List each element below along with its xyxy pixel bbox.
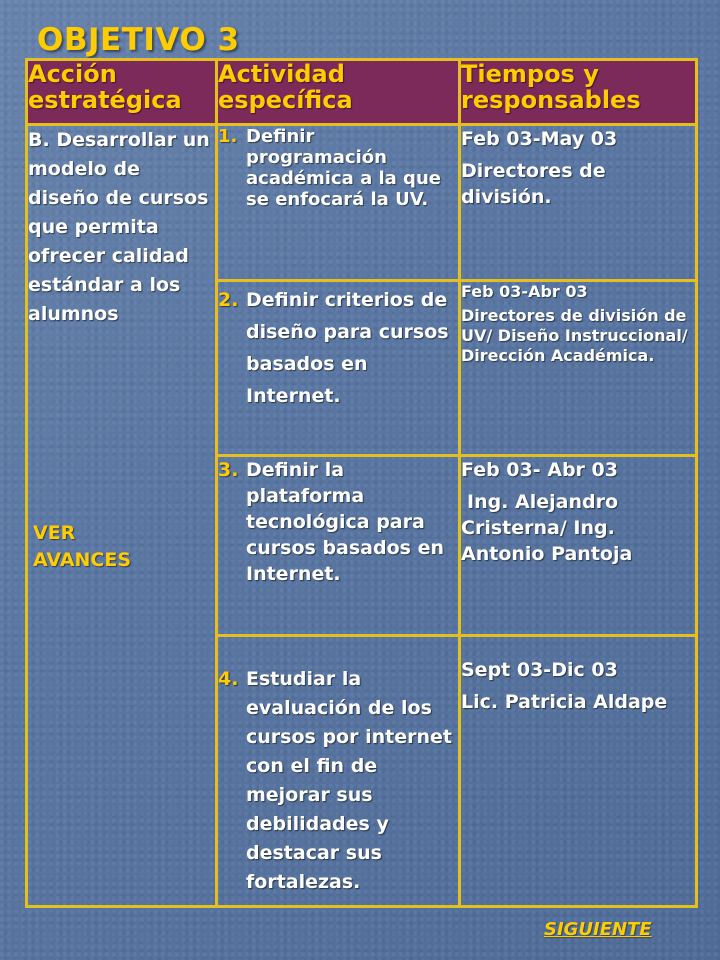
- actividad-cell: [217, 636, 460, 907]
- tiempo-cell: [460, 125, 697, 281]
- actividad-cell: [217, 456, 460, 636]
- header-actividad: Actividad específica: [217, 60, 460, 125]
- tiempo-cell: [460, 456, 697, 636]
- activity-number: 4.: [218, 668, 239, 690]
- activity-number: 2.: [218, 289, 239, 311]
- tiempo-cell: [460, 281, 697, 456]
- fecha-text: Feb 03-May 03: [461, 128, 618, 150]
- fecha-text: Feb 03-Abr 03: [461, 282, 588, 301]
- responsables-text: Lic. Patricia Aldape: [461, 691, 668, 713]
- activity-text: Definir programación académica a la que se enfocará la UV.: [246, 126, 441, 210]
- accion-text: B. Desarrollar un modelo de diseño de cursos que permita ofrecer calidad estándar a los alumnos: [28, 129, 210, 325]
- siguiente-link[interactable]: SIGUIENTE: [544, 919, 652, 940]
- activity-number: 3.: [218, 459, 239, 481]
- responsables-text: Directores de división.: [461, 160, 606, 208]
- table-row: [27, 125, 697, 281]
- activity-text: Definir criterios de diseño para cursos basados en Internet.: [246, 289, 449, 407]
- fecha-text: Sept 03-Dic 03: [461, 659, 618, 681]
- accion-cell: [27, 125, 217, 907]
- responsables-text: Directores de división de UV/ Diseño Instruccional/ Dirección Académica.: [461, 306, 688, 365]
- activity-text: Estudiar la evaluación de los cursos por internet con el fin de mejorar sus debilidades y destacar sus fortalezas.: [246, 668, 452, 893]
- responsables-text: Ing. Alejandro Cristerna/ Ing. Antonio Pantoja: [461, 491, 633, 565]
- actividad-cell: [217, 281, 460, 456]
- activity-number: 1.: [218, 126, 238, 147]
- header-accion: Acción estratégica: [27, 60, 217, 125]
- page-title: OBJETIVO 3: [37, 22, 240, 58]
- fecha-text: Feb 03- Abr 03: [461, 459, 618, 481]
- activity-text: Definir la plataforma tecnológica para cursos basados en Internet.: [246, 459, 444, 585]
- actividad-cell: [217, 125, 460, 281]
- table-header-row: [27, 60, 697, 125]
- ver-avances-link[interactable]: VER AVANCES: [33, 522, 132, 571]
- tiempo-cell: [460, 636, 697, 907]
- header-tiempos: Tiempos y responsables: [460, 60, 697, 125]
- objectives-table: [25, 58, 698, 908]
